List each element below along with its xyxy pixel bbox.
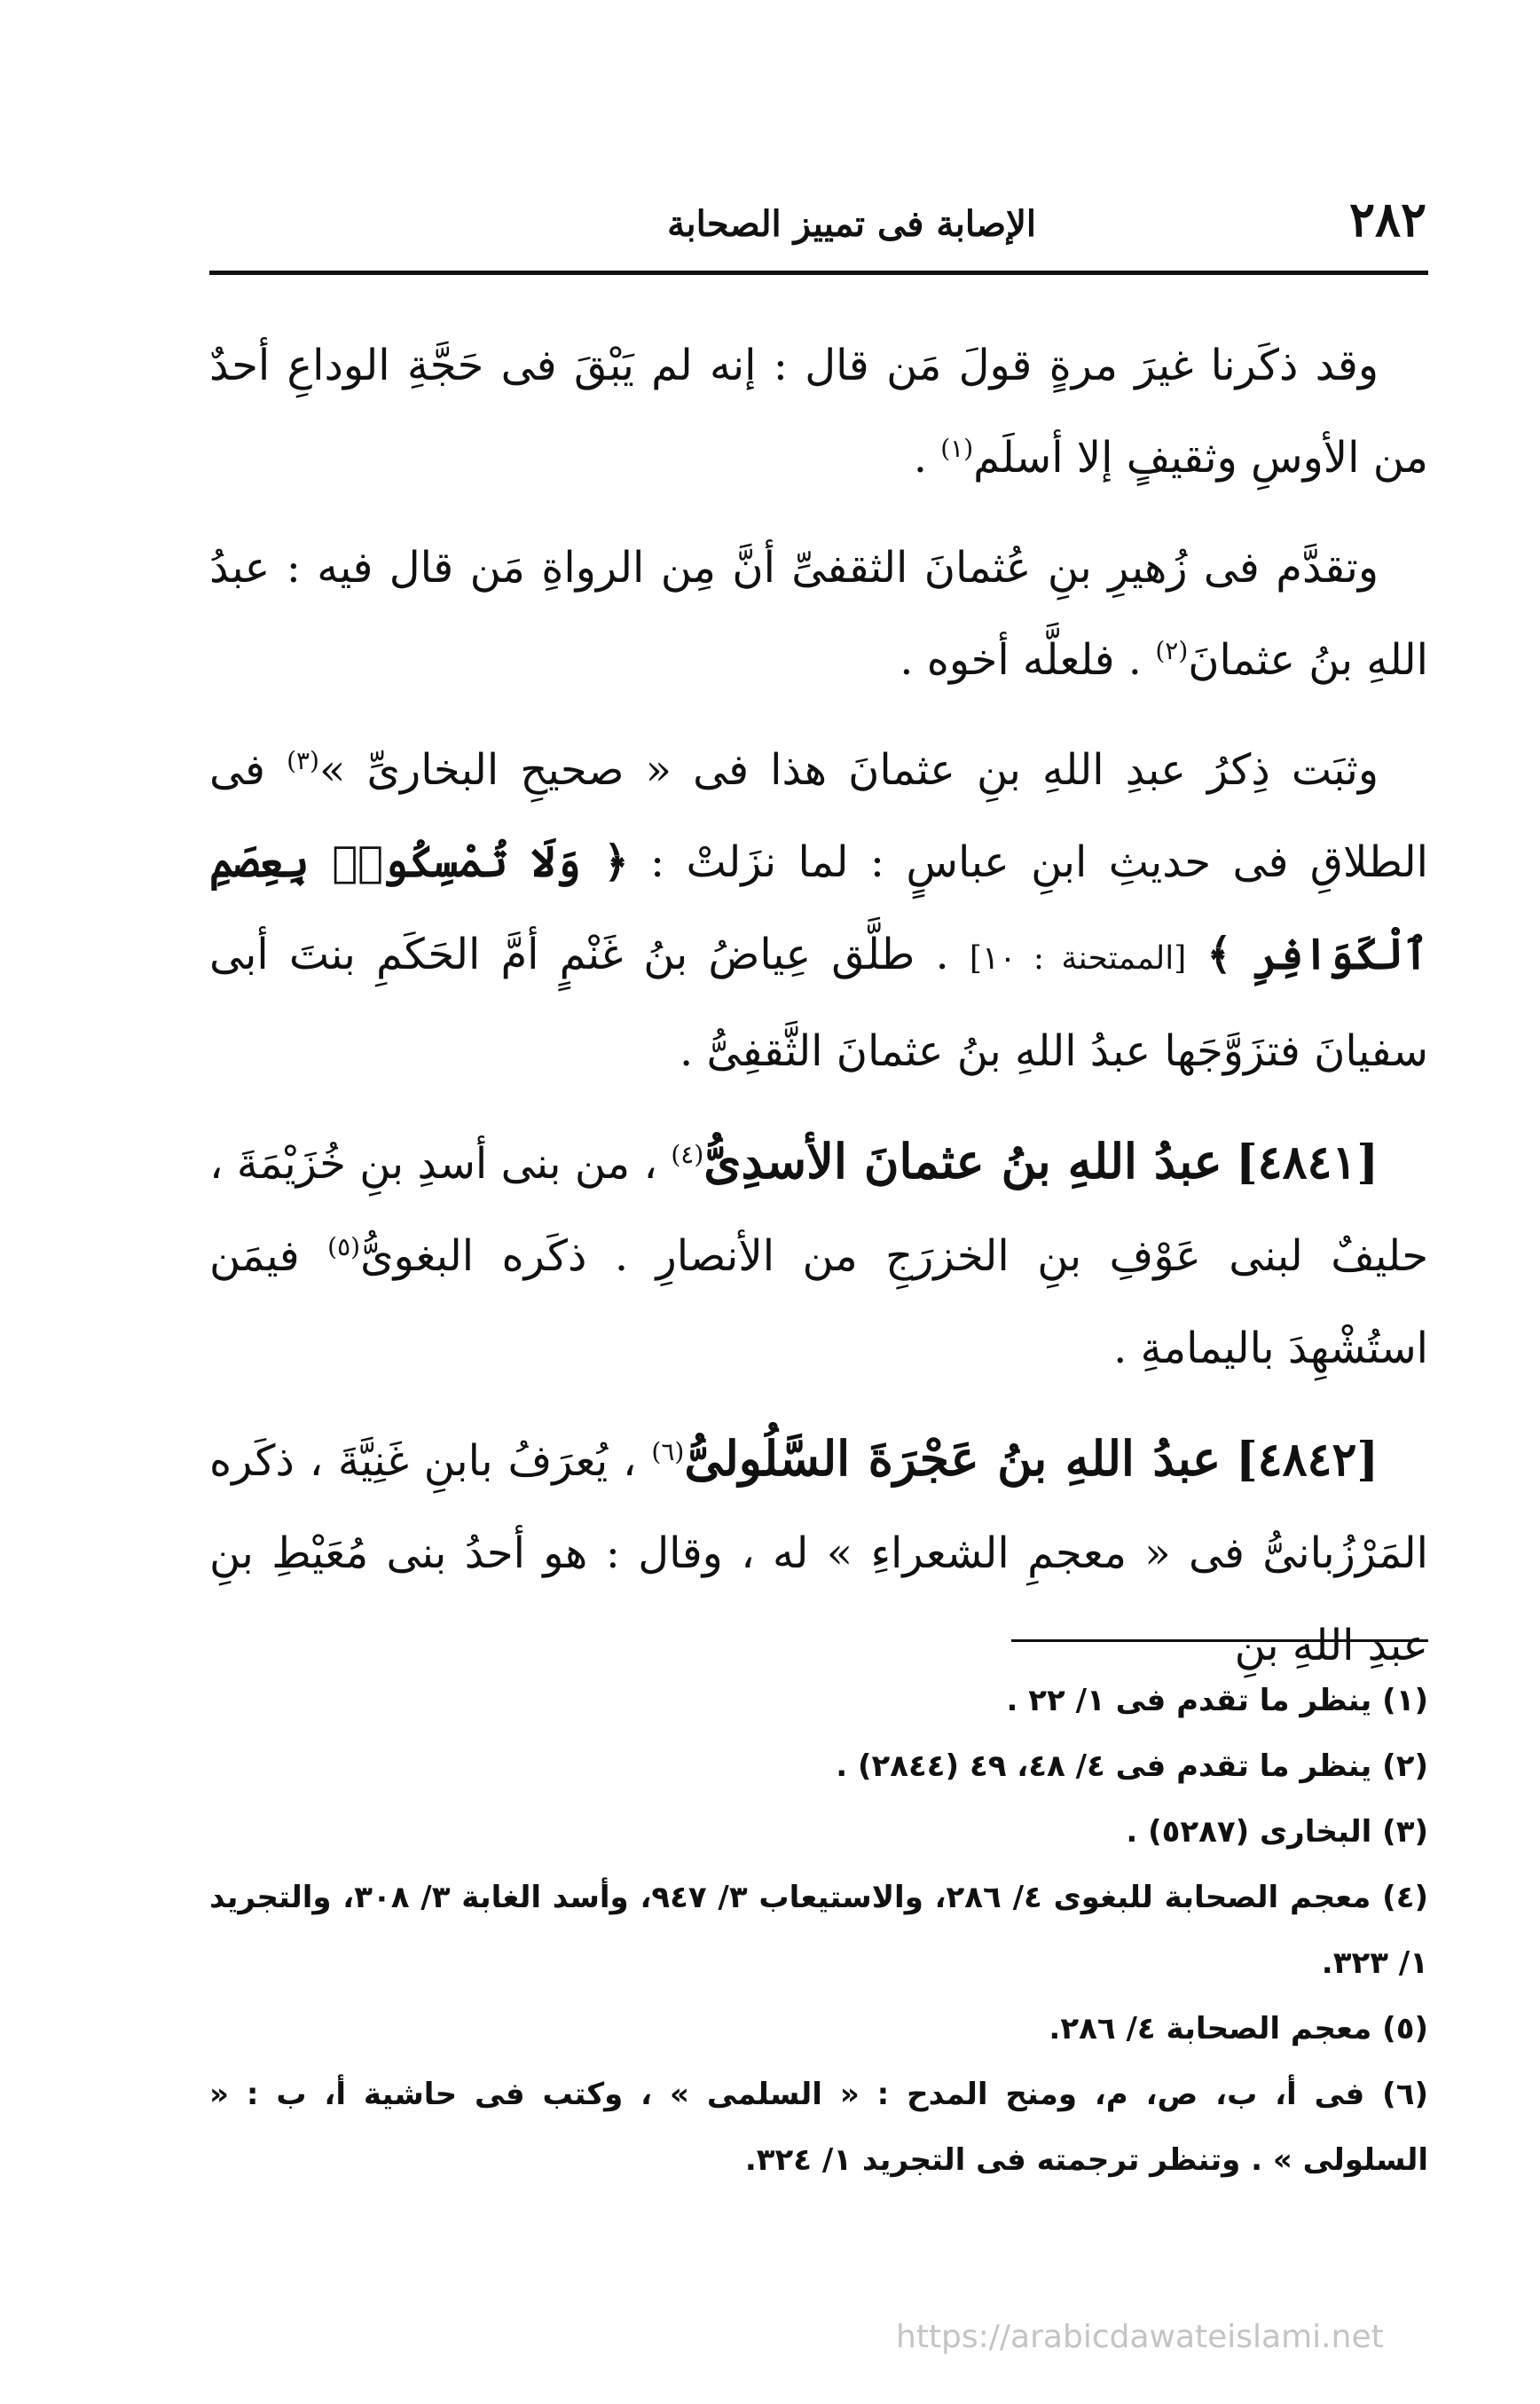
footnote-ref-6[interactable]: (٦) [651,1437,685,1466]
entry-4842 [209,1412,1428,1692]
footnote-6: (٦) فى أ، ب، ص، م، ومنح المدح : « السلمى » ، وكتب فى حاشية أ، ب : « السلولى » . وتنظر ترجمته فى التجريد ١/ ٣٢٤. [209,2077,1428,2178]
paragraph-text: وثبَت ذِكرُ عبدِ اللهِ بنِ عثمانَ هذا فى « صحيحِ البخارىِّ » [318,745,1379,795]
entry-4841 [209,1115,1428,1394]
paragraph-text: ، من بنى أسدِ بنِ خُزَيْمَةَ ، حليفٌ لبنى عَوْفِ بنِ الخزرَجِ من الأنصارِ . ذكَره البغوىُّ [209,1139,1428,1281]
paragraph-text: . طلَّق عِياضُ بنُ غَنْمٍ أمَّ الحَكَمِ بنتَ أبى سفيانَ فتزَوَّجَها عبدُ اللهِ بنُ عثمانَ الثَّقفِىُّ . [209,930,1428,1076]
footnote-ref-2[interactable]: (٢) [1155,636,1189,665]
paragraph-text: وتقدَّم فى زُهيرِ بنِ عُثمانَ الثقفىِّ أنَّ مِن الرواةِ مَن قال فيه : عبدُ اللهِ بنُ عثمانَ [209,543,1428,685]
footnote-5: (٥) معجم الصحابة ٤/ ٢٨٦. [1049,2011,1428,2047]
paragraph-3 [209,724,1428,1097]
paragraph-text: ، يُعرَفُ بابنِ غَنِيَّةَ ، ذكَره المَرْزُبانىُّ فى « معجمِ الشعراءِ » له ، وقال : هو أحدُ بنى مُعَيْطِ بنِ عبدِ اللهِ بنِ [209,1436,1428,1670]
header-rule [209,271,1428,275]
paragraph-end: . [913,433,941,483]
page-number: ٢٨٢ [1348,191,1426,247]
footnote-separator [1011,1639,1428,1642]
footnotes [209,1668,1428,2193]
footnote-ref-1[interactable]: (١) [940,434,974,463]
paragraph-text: فى الطلاقِ فى حديثِ ابنِ عباسٍ : لما نزَلتْ : [209,745,1428,887]
watermark-url: https://arabicdawateislami.net [896,2319,1384,2355]
footnote-ref-5[interactable]: (٥) [327,1232,361,1261]
entry-name: عبدُ اللهِ بنُ عثمانَ الأسدِىُّ [703,1133,1222,1190]
entry-number: [٤٨٤٢] [1236,1433,1379,1487]
main-text [209,319,1428,1709]
entry-number: [٤٨٤١] [1236,1135,1379,1190]
quran-verse: ﴿ وَلَا تُمْسِكُوا۟ بِعِصَمِ ٱلْكَوَافِرِ ﴾ [209,837,1429,979]
paragraph-text: فيمَن استُشْهِدَ باليمامةِ . [209,1231,1428,1373]
quran-reference: [الممتحنة : ١٠] [969,940,1187,977]
footnote-ref-4[interactable]: (٤) [671,1140,704,1169]
entry-name: عبدُ اللهِ بنُ عَجْرَةَ السَّلُولىُّ [684,1430,1222,1487]
footnote-1: (١) ينظر ما تقدم فى ١/ ٢٢ . [1006,1683,1428,1718]
footnote-2: (٢) ينظر ما تقدم فى ٤/ ٤٨، ٤٩ (٢٨٤٤) . [836,1748,1428,1784]
paragraph-2 [209,522,1428,706]
footnote-3: (٣) البخارى (٥٢٨٧) . [1126,1814,1428,1850]
footnote-4: (٤) معجم الصحابة للبغوى ٤/ ٢٨٦، والاستيعاب ٣/ ٩٤٧، وأسد الغابة ٣/ ٣٠٨، والتجريد ١/ ٣٢٣. [209,1880,1428,1981]
paragraph-end: . فلعلَّه أخوه . [900,635,1156,685]
running-header [211,191,1426,262]
running-title: الإصابة فى تمييز الصحابة [667,203,1036,245]
paragraph-text: وقد ذكَرنا غيرَ مرةٍ قولَ مَن قال : إنه لم يَبْقَ فى حَجَّةِ الوداعِ أحدٌ من الأوسِ وثقيفٍ إلا أسلَم [209,341,1428,483]
paragraph-1 [209,319,1428,504]
footnote-ref-3[interactable]: (٣) [287,746,319,775]
